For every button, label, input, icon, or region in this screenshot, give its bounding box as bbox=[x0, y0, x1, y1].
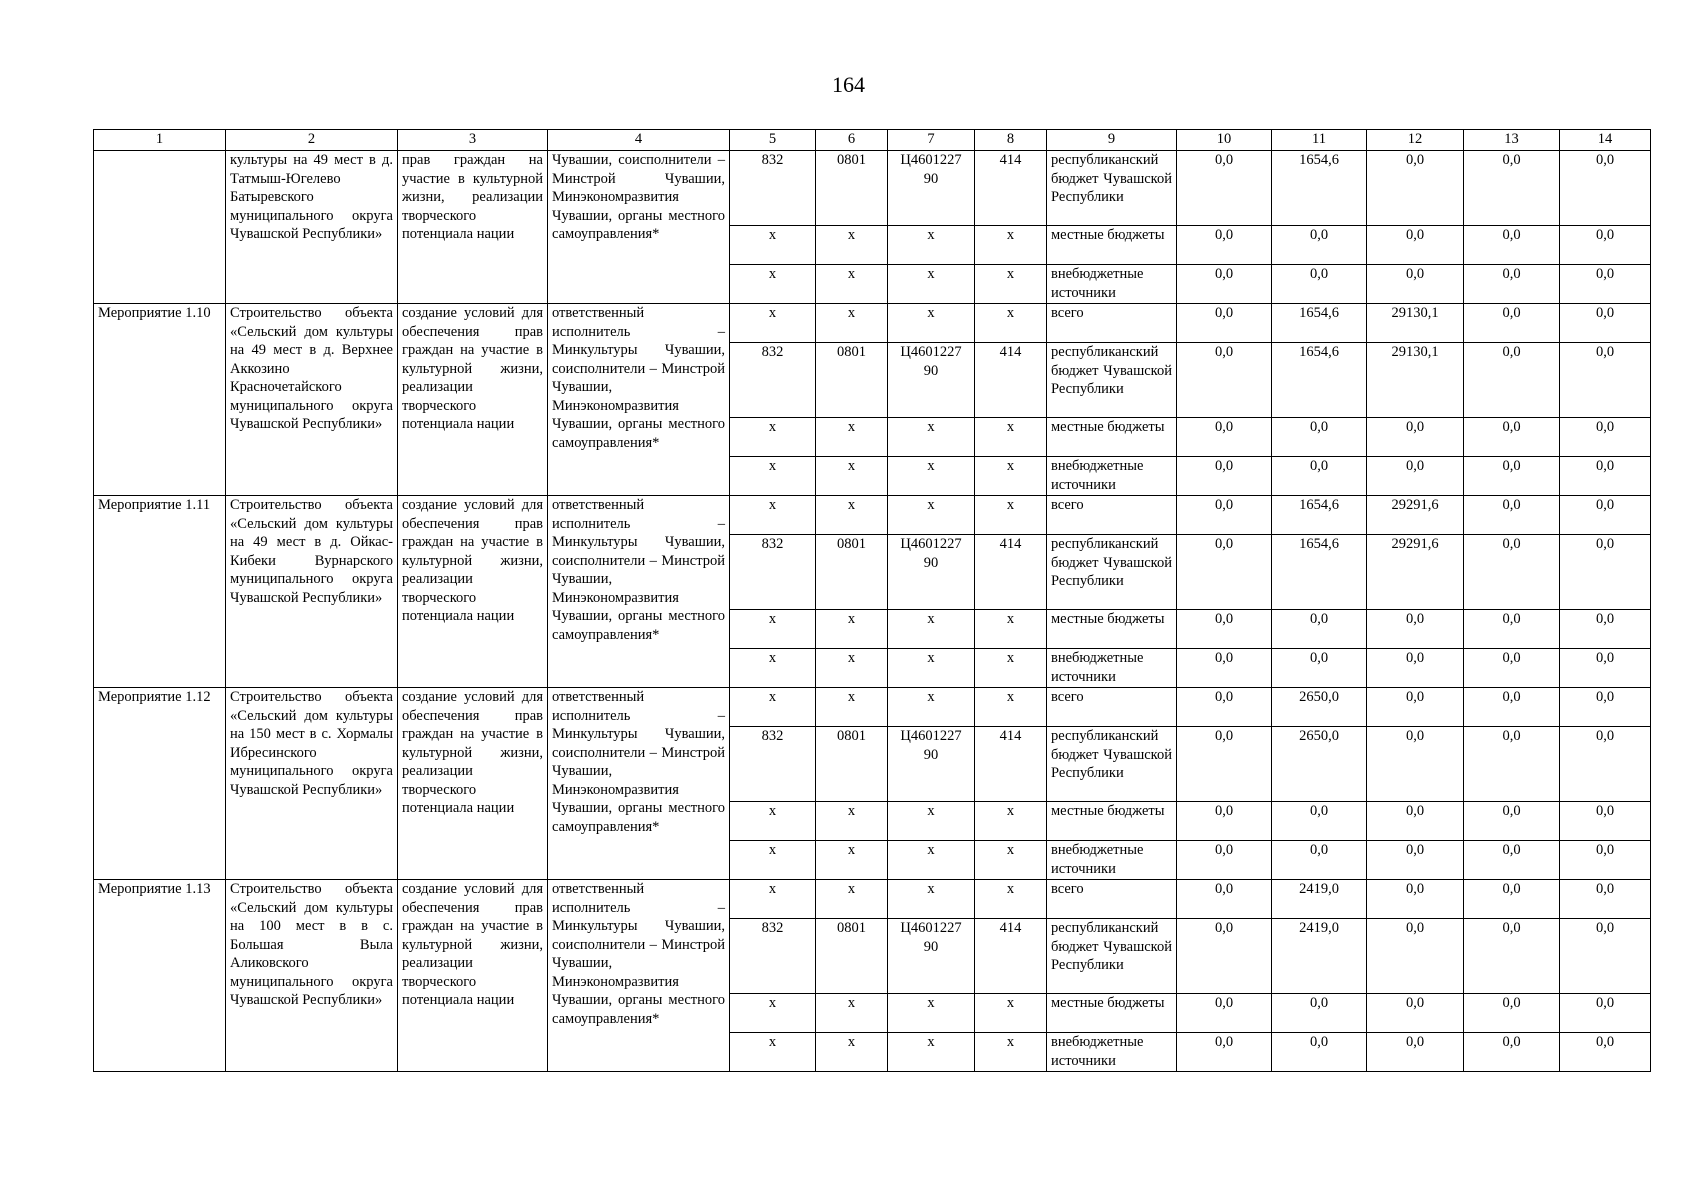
table-row bbox=[94, 880, 1651, 919]
header-cell: 7 bbox=[888, 130, 975, 151]
cell-c5: 832 bbox=[730, 919, 816, 994]
goal-cell: прав граждан на участие в культурной жизни, реализации творческого потенциала нации bbox=[398, 151, 548, 304]
cell-c14: 0,0 bbox=[1560, 535, 1651, 610]
cell-c13: 0,0 bbox=[1464, 727, 1560, 802]
executor-cell: ответственный исполнитель – Минкультуры Чувашии, соисполнители – Минстрой Чувашии, Минэкономразвития Чувашии, органы местного самоуправления* bbox=[548, 688, 730, 880]
source-cell: всего bbox=[1047, 304, 1177, 343]
header-cell: 6 bbox=[816, 130, 888, 151]
cell-c12: 0,0 bbox=[1367, 841, 1464, 880]
header-cell: 10 bbox=[1177, 130, 1272, 151]
cell-c6: x bbox=[816, 880, 888, 919]
cell-c14: 0,0 bbox=[1560, 880, 1651, 919]
cell-c5: x bbox=[730, 802, 816, 841]
header-cell: 5 bbox=[730, 130, 816, 151]
header-cell: 12 bbox=[1367, 130, 1464, 151]
cell-c14: 0,0 bbox=[1560, 649, 1651, 688]
cell-c7: Ц4601227 90 bbox=[888, 919, 975, 994]
cell-c12: 0,0 bbox=[1367, 151, 1464, 226]
cell-c14: 0,0 bbox=[1560, 265, 1651, 304]
cell-c12: 0,0 bbox=[1367, 649, 1464, 688]
cell-c7: Ц4601227 90 bbox=[888, 535, 975, 610]
cell-c6: 0801 bbox=[816, 727, 888, 802]
executor-cell: ответственный исполнитель – Минкультуры Чувашии, соисполнители – Минстрой Чувашии, Минэкономразвития Чувашии, органы местного самоуправления* bbox=[548, 880, 730, 1072]
cell-c5: 832 bbox=[730, 727, 816, 802]
cell-c10: 0,0 bbox=[1177, 226, 1272, 265]
cell-c10: 0,0 bbox=[1177, 802, 1272, 841]
table-body bbox=[94, 151, 1651, 1072]
cell-c14: 0,0 bbox=[1560, 1033, 1651, 1072]
cell-c7: x bbox=[888, 226, 975, 265]
page-number: 164 bbox=[832, 72, 865, 97]
cell-c14: 0,0 bbox=[1560, 919, 1651, 994]
cell-c13: 0,0 bbox=[1464, 535, 1560, 610]
cell-c7: x bbox=[888, 649, 975, 688]
cell-c8: x bbox=[975, 880, 1047, 919]
source-cell: республиканский бюджет Чувашской Республики bbox=[1047, 727, 1177, 802]
source-cell: местные бюджеты bbox=[1047, 418, 1177, 457]
cell-c5: 832 bbox=[730, 151, 816, 226]
cell-c6: x bbox=[816, 688, 888, 727]
cell-c10: 0,0 bbox=[1177, 610, 1272, 649]
cell-c10: 0,0 bbox=[1177, 880, 1272, 919]
cell-c11: 0,0 bbox=[1272, 265, 1367, 304]
cell-c13: 0,0 bbox=[1464, 994, 1560, 1033]
source-cell: внебюджетные источники bbox=[1047, 1033, 1177, 1072]
budget-table bbox=[93, 129, 1651, 1072]
cell-c5: x bbox=[730, 610, 816, 649]
cell-c14: 0,0 bbox=[1560, 418, 1651, 457]
cell-c7: Ц4601227 90 bbox=[888, 151, 975, 226]
cell-c8: x bbox=[975, 610, 1047, 649]
measure-name-cell: Мероприятие 1.12 bbox=[94, 688, 226, 880]
cell-c14: 0,0 bbox=[1560, 688, 1651, 727]
cell-c7: x bbox=[888, 610, 975, 649]
cell-c14: 0,0 bbox=[1560, 802, 1651, 841]
source-cell: всего bbox=[1047, 496, 1177, 535]
cell-c8: x bbox=[975, 304, 1047, 343]
cell-c13: 0,0 bbox=[1464, 610, 1560, 649]
cell-c12: 0,0 bbox=[1367, 226, 1464, 265]
cell-c14: 0,0 bbox=[1560, 226, 1651, 265]
cell-c6: x bbox=[816, 802, 888, 841]
cell-c8: x bbox=[975, 994, 1047, 1033]
cell-c8: x bbox=[975, 688, 1047, 727]
cell-c7: x bbox=[888, 994, 975, 1033]
source-cell: местные бюджеты bbox=[1047, 610, 1177, 649]
cell-c10: 0,0 bbox=[1177, 418, 1272, 457]
cell-c6: 0801 bbox=[816, 151, 888, 226]
cell-c5: x bbox=[730, 649, 816, 688]
cell-c8: x bbox=[975, 841, 1047, 880]
cell-c6: x bbox=[816, 457, 888, 496]
cell-c12: 29130,1 bbox=[1367, 304, 1464, 343]
cell-c11: 0,0 bbox=[1272, 649, 1367, 688]
cell-c11: 1654,6 bbox=[1272, 304, 1367, 343]
cell-c8: x bbox=[975, 457, 1047, 496]
cell-c6: x bbox=[816, 1033, 888, 1072]
cell-c6: x bbox=[816, 496, 888, 535]
cell-c7: x bbox=[888, 265, 975, 304]
cell-c11: 1654,6 bbox=[1272, 343, 1367, 418]
cell-c11: 0,0 bbox=[1272, 226, 1367, 265]
cell-c6: 0801 bbox=[816, 919, 888, 994]
cell-c10: 0,0 bbox=[1177, 457, 1272, 496]
cell-c12: 0,0 bbox=[1367, 727, 1464, 802]
object-cell: Строительство объекта «Сельский дом культуры на 49 мест в д. Верхнее Аккозино Красночетайского муниципального округа Чувашской Республики» bbox=[226, 304, 398, 496]
cell-c12: 0,0 bbox=[1367, 1033, 1464, 1072]
goal-cell: создание условий для обеспечения прав граждан на участие в культурной жизни, реализации творческого потенциала нации bbox=[398, 496, 548, 688]
cell-c8: x bbox=[975, 802, 1047, 841]
cell-c10: 0,0 bbox=[1177, 688, 1272, 727]
cell-c14: 0,0 bbox=[1560, 994, 1651, 1033]
header-cell: 8 bbox=[975, 130, 1047, 151]
header-row bbox=[94, 130, 1651, 151]
cell-c5: x bbox=[730, 1033, 816, 1072]
cell-c11: 0,0 bbox=[1272, 841, 1367, 880]
cell-c8: x bbox=[975, 496, 1047, 535]
source-cell: всего bbox=[1047, 688, 1177, 727]
cell-c14: 0,0 bbox=[1560, 304, 1651, 343]
cell-c10: 0,0 bbox=[1177, 265, 1272, 304]
cell-c5: x bbox=[730, 994, 816, 1033]
cell-c12: 0,0 bbox=[1367, 880, 1464, 919]
cell-c13: 0,0 bbox=[1464, 919, 1560, 994]
cell-c5: x bbox=[730, 457, 816, 496]
cell-c11: 0,0 bbox=[1272, 418, 1367, 457]
header-cell: 2 bbox=[226, 130, 398, 151]
cell-c11: 0,0 bbox=[1272, 994, 1367, 1033]
cell-c7: x bbox=[888, 496, 975, 535]
object-cell: Строительство объекта «Сельский дом культуры на 49 мест в д. Ойкас-Кибеки Вурнарского муниципального округа Чувашской Республики» bbox=[226, 496, 398, 688]
cell-c8: 414 bbox=[975, 919, 1047, 994]
cell-c12: 0,0 bbox=[1367, 610, 1464, 649]
cell-c13: 0,0 bbox=[1464, 496, 1560, 535]
cell-c11: 0,0 bbox=[1272, 610, 1367, 649]
cell-c5: x bbox=[730, 226, 816, 265]
cell-c5: x bbox=[730, 496, 816, 535]
header-cell: 3 bbox=[398, 130, 548, 151]
cell-c8: 414 bbox=[975, 727, 1047, 802]
cell-c10: 0,0 bbox=[1177, 727, 1272, 802]
cell-c13: 0,0 bbox=[1464, 418, 1560, 457]
cell-c6: x bbox=[816, 649, 888, 688]
source-cell: внебюджетные источники bbox=[1047, 649, 1177, 688]
cell-c13: 0,0 bbox=[1464, 649, 1560, 688]
cell-c13: 0,0 bbox=[1464, 802, 1560, 841]
cell-c10: 0,0 bbox=[1177, 304, 1272, 343]
header-cell: 14 bbox=[1560, 130, 1651, 151]
cell-c10: 0,0 bbox=[1177, 919, 1272, 994]
cell-c10: 0,0 bbox=[1177, 649, 1272, 688]
table-row bbox=[94, 304, 1651, 343]
cell-c13: 0,0 bbox=[1464, 265, 1560, 304]
cell-c14: 0,0 bbox=[1560, 457, 1651, 496]
cell-c8: x bbox=[975, 265, 1047, 304]
object-cell: культуры на 49 мест в д. Татмыш-Югелево Батыревского муниципального округа Чувашской Республики» bbox=[226, 151, 398, 304]
source-cell: внебюджетные источники bbox=[1047, 265, 1177, 304]
cell-c14: 0,0 bbox=[1560, 343, 1651, 418]
cell-c5: x bbox=[730, 688, 816, 727]
header-cell: 11 bbox=[1272, 130, 1367, 151]
cell-c14: 0,0 bbox=[1560, 496, 1651, 535]
measure-name-cell: Мероприятие 1.11 bbox=[94, 496, 226, 688]
cell-c5: 832 bbox=[730, 343, 816, 418]
cell-c11: 0,0 bbox=[1272, 802, 1367, 841]
cell-c6: 0801 bbox=[816, 535, 888, 610]
cell-c6: x bbox=[816, 610, 888, 649]
cell-c8: x bbox=[975, 649, 1047, 688]
cell-c13: 0,0 bbox=[1464, 457, 1560, 496]
table-row bbox=[94, 151, 1651, 226]
header-cell: 13 bbox=[1464, 130, 1560, 151]
cell-c12: 29291,6 bbox=[1367, 535, 1464, 610]
measure-name-cell: Мероприятие 1.13 bbox=[94, 880, 226, 1072]
source-cell: республиканский бюджет Чувашской Республики bbox=[1047, 343, 1177, 418]
cell-c10: 0,0 bbox=[1177, 496, 1272, 535]
cell-c7: x bbox=[888, 304, 975, 343]
source-cell: местные бюджеты bbox=[1047, 994, 1177, 1033]
cell-c13: 0,0 bbox=[1464, 226, 1560, 265]
cell-c7: x bbox=[888, 841, 975, 880]
cell-c11: 0,0 bbox=[1272, 457, 1367, 496]
cell-c7: Ц4601227 90 bbox=[888, 727, 975, 802]
source-cell: внебюджетные источники bbox=[1047, 841, 1177, 880]
cell-c12: 0,0 bbox=[1367, 919, 1464, 994]
cell-c13: 0,0 bbox=[1464, 343, 1560, 418]
source-cell: республиканский бюджет Чувашской Республики bbox=[1047, 535, 1177, 610]
cell-c13: 0,0 bbox=[1464, 151, 1560, 226]
cell-c6: x bbox=[816, 304, 888, 343]
cell-c5: 832 bbox=[730, 535, 816, 610]
cell-c14: 0,0 bbox=[1560, 841, 1651, 880]
cell-c11: 1654,6 bbox=[1272, 496, 1367, 535]
object-cell: Строительство объекта «Сельский дом культуры на 100 мест в в с. Большая Выла Аликовского муниципального округа Чувашской Республики» bbox=[226, 880, 398, 1072]
header-cell: 9 bbox=[1047, 130, 1177, 151]
cell-c12: 29291,6 bbox=[1367, 496, 1464, 535]
cell-c10: 0,0 bbox=[1177, 841, 1272, 880]
header-cell: 1 bbox=[94, 130, 226, 151]
cell-c5: x bbox=[730, 841, 816, 880]
cell-c10: 0,0 bbox=[1177, 535, 1272, 610]
cell-c6: x bbox=[816, 265, 888, 304]
measure-name-cell: Мероприятие 1.10 bbox=[94, 304, 226, 496]
cell-c13: 0,0 bbox=[1464, 688, 1560, 727]
cell-c12: 0,0 bbox=[1367, 265, 1464, 304]
cell-c5: x bbox=[730, 418, 816, 457]
cell-c12: 29130,1 bbox=[1367, 343, 1464, 418]
cell-c11: 0,0 bbox=[1272, 1033, 1367, 1072]
cell-c7: x bbox=[888, 457, 975, 496]
cell-c6: x bbox=[816, 418, 888, 457]
cell-c14: 0,0 bbox=[1560, 727, 1651, 802]
source-cell: местные бюджеты bbox=[1047, 802, 1177, 841]
cell-c12: 0,0 bbox=[1367, 994, 1464, 1033]
cell-c7: x bbox=[888, 418, 975, 457]
cell-c7: x bbox=[888, 880, 975, 919]
goal-cell: создание условий для обеспечения прав граждан на участие в культурной жизни, реализации творческого потенциала нации bbox=[398, 688, 548, 880]
object-cell: Строительство объекта «Сельский дом культуры на 150 мест в с. Хормалы Ибресинского муниципального округа Чувашской Республики» bbox=[226, 688, 398, 880]
executor-cell: ответственный исполнитель – Минкультуры Чувашии, соисполнители – Минстрой Чувашии, Минэкономразвития Чувашии, органы местного самоуправления* bbox=[548, 304, 730, 496]
cell-c14: 0,0 bbox=[1560, 610, 1651, 649]
header-cell: 4 bbox=[548, 130, 730, 151]
cell-c6: 0801 bbox=[816, 343, 888, 418]
executor-cell: Чувашии, соисполнители – Минстрой Чувашии, Минэкономразвития Чувашии, органы местного самоуправления* bbox=[548, 151, 730, 304]
cell-c10: 0,0 bbox=[1177, 1033, 1272, 1072]
cell-c6: x bbox=[816, 994, 888, 1033]
source-cell: республиканский бюджет Чувашской Республики bbox=[1047, 151, 1177, 226]
table-row bbox=[94, 688, 1651, 727]
table-row bbox=[94, 496, 1651, 535]
cell-c5: x bbox=[730, 265, 816, 304]
cell-c11: 2419,0 bbox=[1272, 880, 1367, 919]
measure-name-cell bbox=[94, 151, 226, 304]
source-cell: местные бюджеты bbox=[1047, 226, 1177, 265]
cell-c7: x bbox=[888, 688, 975, 727]
cell-c13: 0,0 bbox=[1464, 304, 1560, 343]
goal-cell: создание условий для обеспечения прав граждан на участие в культурной жизни, реализации творческого потенциала нации bbox=[398, 304, 548, 496]
cell-c11: 1654,6 bbox=[1272, 535, 1367, 610]
source-cell: всего bbox=[1047, 880, 1177, 919]
source-cell: внебюджетные источники bbox=[1047, 457, 1177, 496]
cell-c14: 0,0 bbox=[1560, 151, 1651, 226]
cell-c11: 1654,6 bbox=[1272, 151, 1367, 226]
cell-c7: x bbox=[888, 1033, 975, 1072]
cell-c8: x bbox=[975, 418, 1047, 457]
cell-c12: 0,0 bbox=[1367, 802, 1464, 841]
cell-c8: 414 bbox=[975, 535, 1047, 610]
cell-c12: 0,0 bbox=[1367, 688, 1464, 727]
cell-c10: 0,0 bbox=[1177, 994, 1272, 1033]
cell-c7: x bbox=[888, 802, 975, 841]
cell-c8: 414 bbox=[975, 151, 1047, 226]
cell-c13: 0,0 bbox=[1464, 1033, 1560, 1072]
cell-c11: 2650,0 bbox=[1272, 727, 1367, 802]
cell-c10: 0,0 bbox=[1177, 151, 1272, 226]
cell-c11: 2419,0 bbox=[1272, 919, 1367, 994]
goal-cell: создание условий для обеспечения прав граждан на участие в культурной жизни, реализации творческого потенциала нации bbox=[398, 880, 548, 1072]
cell-c12: 0,0 bbox=[1367, 457, 1464, 496]
cell-c5: x bbox=[730, 880, 816, 919]
cell-c6: x bbox=[816, 226, 888, 265]
cell-c10: 0,0 bbox=[1177, 343, 1272, 418]
cell-c12: 0,0 bbox=[1367, 418, 1464, 457]
cell-c6: x bbox=[816, 841, 888, 880]
cell-c8: 414 bbox=[975, 343, 1047, 418]
cell-c8: x bbox=[975, 1033, 1047, 1072]
cell-c11: 2650,0 bbox=[1272, 688, 1367, 727]
cell-c7: Ц4601227 90 bbox=[888, 343, 975, 418]
cell-c5: x bbox=[730, 304, 816, 343]
executor-cell: ответственный исполнитель – Минкультуры Чувашии, соисполнители – Минстрой Чувашии, Минэкономразвития Чувашии, органы местного самоуправления* bbox=[548, 496, 730, 688]
cell-c8: x bbox=[975, 226, 1047, 265]
source-cell: республиканский бюджет Чувашской Республики bbox=[1047, 919, 1177, 994]
cell-c13: 0,0 bbox=[1464, 841, 1560, 880]
cell-c13: 0,0 bbox=[1464, 880, 1560, 919]
